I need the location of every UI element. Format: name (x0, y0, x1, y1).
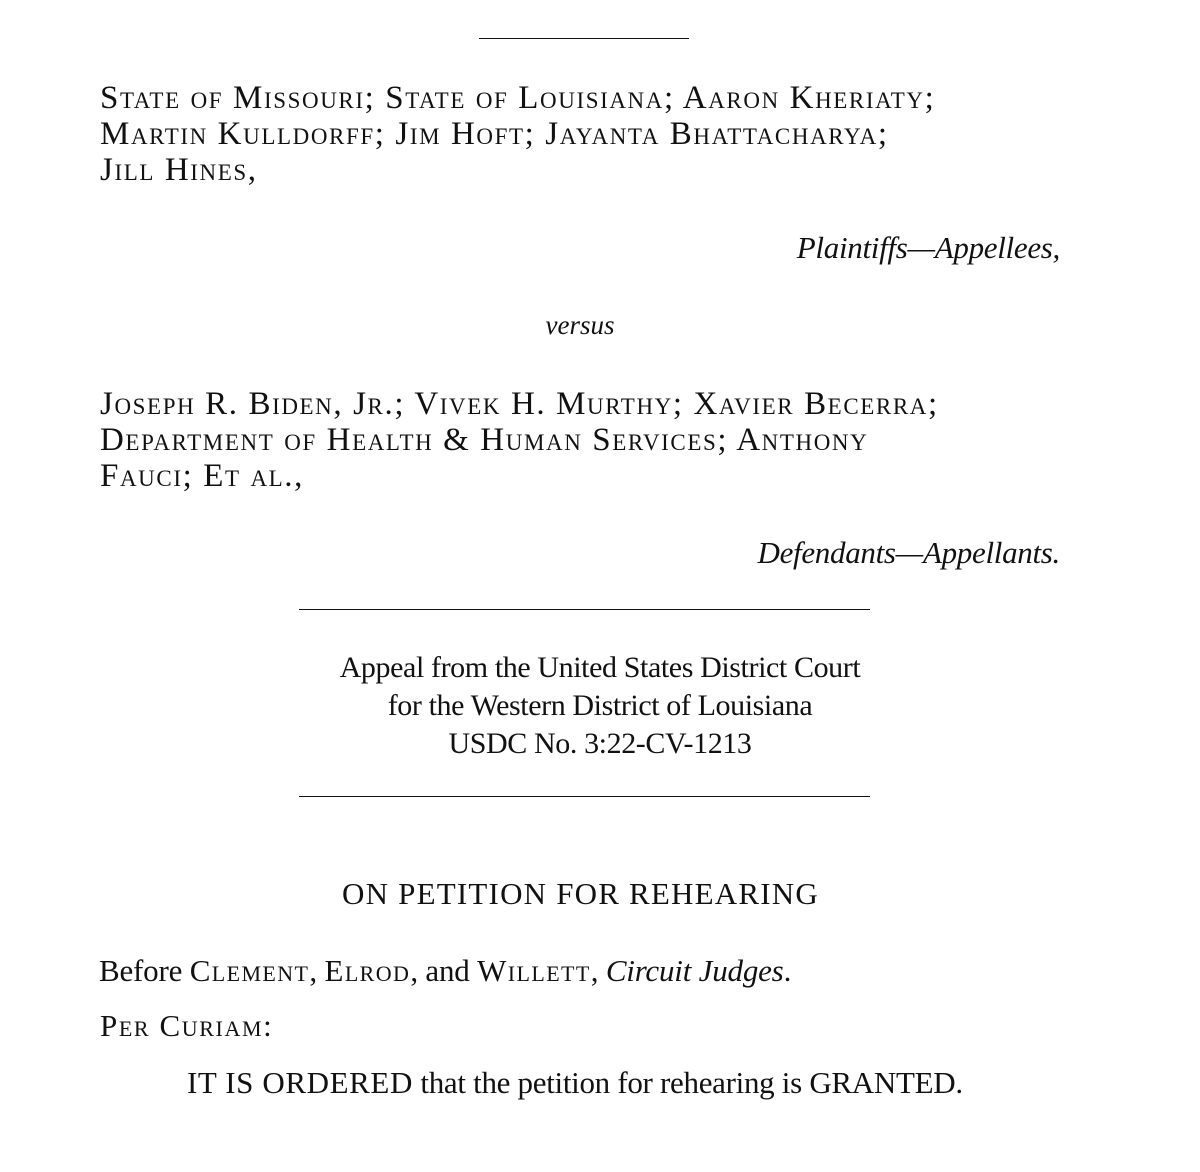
separator: , (590, 953, 606, 988)
defendants-line: Fauci; Et al., (100, 458, 305, 494)
before-text: Before (99, 953, 190, 988)
petition-heading: ON PETITION FOR REHEARING (342, 876, 819, 911)
panel-line (99, 953, 791, 989)
per-curiam-label: Per Curiam: (100, 1008, 274, 1043)
period: . (783, 953, 792, 988)
defendants-line: Joseph R. Biden, Jr.; Vivek H. Murthy; Xavier Becerra; (100, 386, 939, 422)
order-rest: that the petition for rehearing is GRANTED. (412, 1065, 963, 1100)
appeal-district-line: for the Western District of Louisiana (387, 689, 813, 722)
judges-title: Circuit Judges (605, 953, 784, 988)
defendants-role: Defendants—Appellants. (757, 535, 1060, 570)
judge-name: Clement (189, 953, 310, 988)
appeal-divider-top (299, 609, 870, 610)
judge-name: Elrod (324, 953, 411, 988)
appeal-divider-bottom (299, 796, 870, 797)
plaintiffs-list (100, 80, 1100, 188)
order-text (187, 1065, 963, 1101)
top-divider (479, 38, 689, 39)
plaintiffs-line: Jill Hines, (100, 152, 258, 188)
appeal-court-line: Appeal from the United States District Court (339, 651, 861, 684)
defendants-line: Department of Health & Human Services; Anthony (100, 422, 869, 458)
defendants-list (100, 386, 1100, 494)
plaintiffs-line: Martin Kulldorff; Jim Hoft; Jayanta Bhattacharya; (100, 116, 889, 152)
judge-name: Willett (477, 953, 591, 988)
separator: , (309, 953, 325, 988)
order-lead: IT IS ORDERED (187, 1065, 413, 1100)
plaintiffs-line: State of Missouri; State of Louisiana; Aaron Kheriaty; (100, 80, 936, 116)
appeal-block (299, 649, 901, 763)
separator: , and (410, 953, 478, 988)
versus-label: versus (545, 310, 615, 340)
case-number: USDC No. 3:22-CV-1213 (448, 727, 752, 760)
plaintiffs-role: Plaintiffs—Appellees, (796, 230, 1060, 265)
